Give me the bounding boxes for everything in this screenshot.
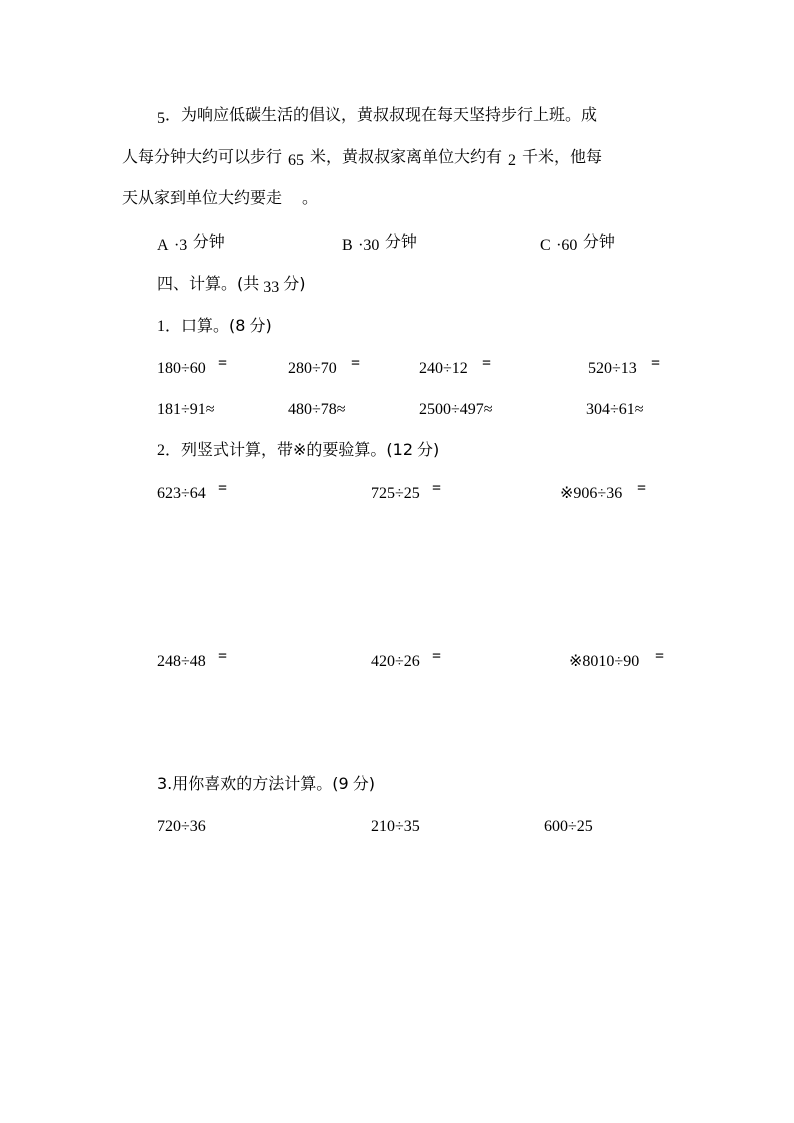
free-calc-1: 720÷36 [157,818,206,835]
equals-sign: = [655,648,665,665]
option-a-value: 3 [179,237,188,254]
q5-option-a: A ·3 分钟 [157,232,225,254]
estimate-calc-3: 2500÷497≈ [419,401,493,418]
part-3-title: 3.用你喜欢的方法计算。(9 分) [157,774,375,793]
estimate-calc-2: 480÷78≈ [288,401,346,418]
part-2-title: 2．列竖式计算，带※的要验算。(12 分) [157,440,440,459]
vertical-calc-6: ※8010÷90 [569,653,640,670]
free-calc-2: 210÷35 [371,818,420,835]
option-c-value: 60 [561,237,578,254]
q5-speed-value: 65 [288,152,305,169]
q5-text-2a: 人每分钟大约可以步行 [122,147,283,166]
oral-calc-4: 520÷13 [588,360,637,377]
equals-sign: = [218,480,228,497]
check-mark-symbol: ※ [293,440,307,459]
option-c-unit: 分钟 [582,232,615,251]
option-a-letter: A [157,237,169,254]
free-calc-3: 600÷25 [544,818,593,835]
equals-sign: = [482,355,492,372]
option-c-letter: C [540,237,551,254]
equals-sign: = [637,480,647,497]
estimate-calc-4: 304÷61≈ [586,401,644,418]
q5-text-2b: 米，黄叔叔家离单位大约有 [310,147,503,166]
q5-text-3: 天从家到单位大约要走 [122,188,283,207]
option-a-unit: 分钟 [192,232,225,251]
q5-option-c: C ·60 分钟 [540,232,615,254]
equals-sign: = [218,355,228,372]
vertical-calc-3: ※906÷36 [560,485,623,502]
q5-text-1: ．为响应低碳生活的倡议，黄叔叔现在每天坚持步行上班。成 [165,105,598,124]
vertical-calc-1: 623÷64 [157,485,206,502]
equals-sign: = [218,648,228,665]
section-4-points: 33 [263,279,280,296]
equals-sign: = [351,355,361,372]
option-b-value: 30 [363,237,380,254]
oral-calc-3: 240÷12 [419,360,468,377]
option-b-letter: B [342,237,353,254]
section-4-title: 四、计算。(共 33 分) [157,274,306,296]
equals-sign: = [432,648,442,665]
q5-line-2 [122,146,602,169]
q5-blank-end: 。 [302,188,319,207]
q5-line-1 [157,104,597,127]
vertical-calc-2: 725÷25 [371,485,420,502]
equals-sign: = [432,480,442,497]
q5-number: 5 [157,110,165,127]
oral-calc-2: 280÷70 [288,360,337,377]
vertical-calc-4: 248÷48 [157,653,206,670]
q5-option-b: B ·30 分钟 [342,232,417,254]
oral-calc-1: 180÷60 [157,360,206,377]
part-1-title: 1．口算。(8 分) [157,316,272,335]
vertical-calc-5: 420÷26 [371,653,420,670]
q5-distance-value: 2 [508,152,517,169]
q5-line-3 [122,187,318,209]
q5-text-2c: 千米，他每 [522,147,603,166]
option-b-unit: 分钟 [384,232,417,251]
estimate-calc-1: 181÷91≈ [157,401,215,418]
equals-sign: = [651,355,661,372]
